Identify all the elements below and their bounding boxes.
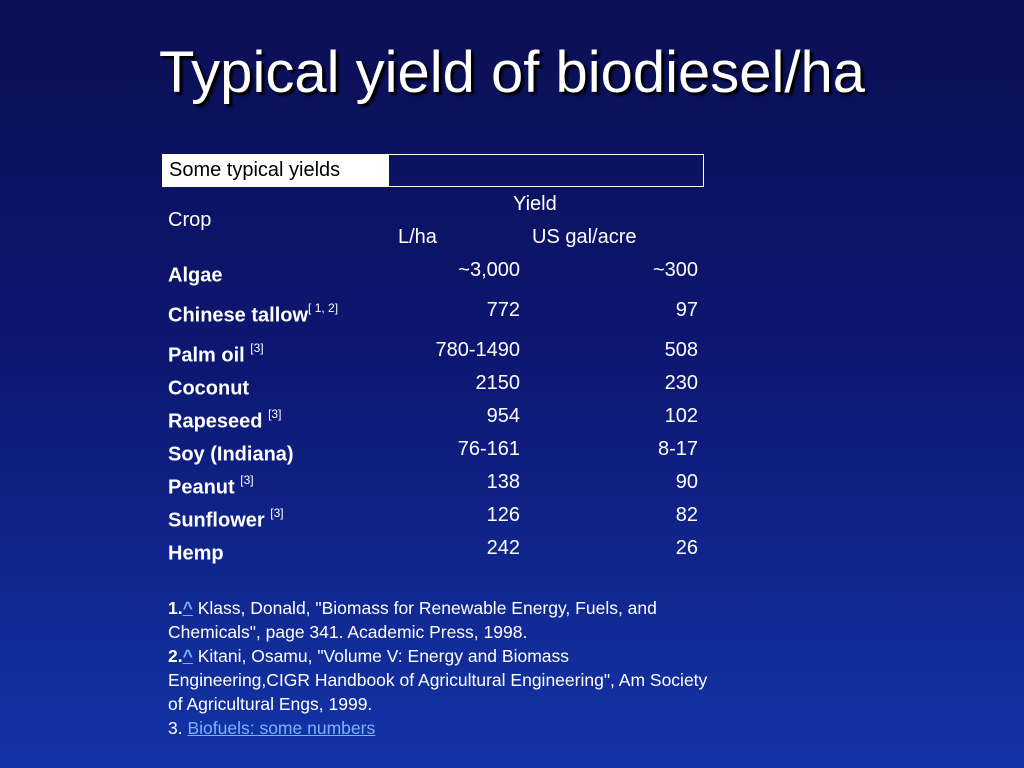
footnote-number: 3. [168,718,188,738]
crop-name: Hemp [168,542,224,565]
footnote-number: 2. [168,646,183,666]
yield-lha: 780-1490 [435,339,520,361]
col-header-yield: Yield [513,193,557,215]
table-row [168,503,284,533]
yield-lha: 242 [486,537,520,559]
table-row [168,536,224,566]
footnote-2 [168,644,708,716]
footnote-text: Klass, Donald, "Biomass for Renewable Energy, Fuels, and Chemicals", page 341. Academic Press, 1998. [168,598,657,642]
table-row [168,437,294,467]
footnote-3 [168,716,708,740]
crop-ref: [3] [250,341,264,355]
crop-name: Palm oil [168,344,245,367]
crop-ref: [3] [240,473,254,487]
yield-galacre: 230 [664,372,698,394]
footnote-text: Kitani, Osamu, "Volume V: Energy and Biomass Engineering,CIGR Handbook of Agricultural Engineering", Am Society of Agricultural Engs, 1999. [168,646,708,714]
yield-lha: 954 [486,405,520,427]
crop-ref: [3] [268,407,282,421]
crop-name: Sunflower [168,509,265,532]
footnote-number: 1. [168,598,183,618]
crop-name: Rapeseed [168,410,263,433]
yield-galacre: 97 [675,299,698,321]
yield-galacre: 26 [675,537,698,559]
col-header-galacre: US gal/acre [532,226,637,248]
table-row [168,298,338,328]
crop-ref: [3] [270,506,284,520]
biofuels-link[interactable]: Biofuels: some numbers [187,718,376,738]
yield-galacre: 102 [664,405,698,427]
footnote-1 [168,596,708,644]
footnote-backlink[interactable]: ^ [182,598,193,618]
table-caption: Some typical yields [163,155,389,186]
crop-name: Coconut [168,377,250,400]
yield-lha: 76-161 [457,438,520,460]
yield-lha: 126 [486,504,520,526]
crop-name: Chinese tallow [168,304,309,327]
yield-galacre: 508 [664,339,698,361]
crop-name: Peanut [168,476,235,499]
yield-lha: 138 [486,471,520,493]
yield-lha: ~3,000 [458,259,520,281]
table-row [168,258,222,288]
crop-ref: [ 1, 2] [308,301,339,315]
col-header-crop: Crop [168,209,212,231]
table-row [168,470,254,500]
yield-lha: 2150 [475,372,520,394]
slide-title: Typical yield of biodiesel/ha [158,40,866,105]
footnote-backlink[interactable]: ^ [182,646,193,666]
yield-galacre: 82 [675,504,698,526]
footnotes [168,596,708,740]
yield-galacre: 90 [675,471,698,493]
table-row [168,404,281,434]
crop-name: Soy (Indiana) [168,443,294,466]
table-row [168,371,249,401]
col-header-lha: L/ha [398,226,437,248]
yield-lha: 772 [486,299,520,321]
crop-name: Algae [168,264,223,287]
yield-galacre: 8-17 [657,438,698,460]
yield-galacre: ~300 [652,259,698,281]
table-caption-box [162,154,704,187]
table-row [168,338,264,368]
